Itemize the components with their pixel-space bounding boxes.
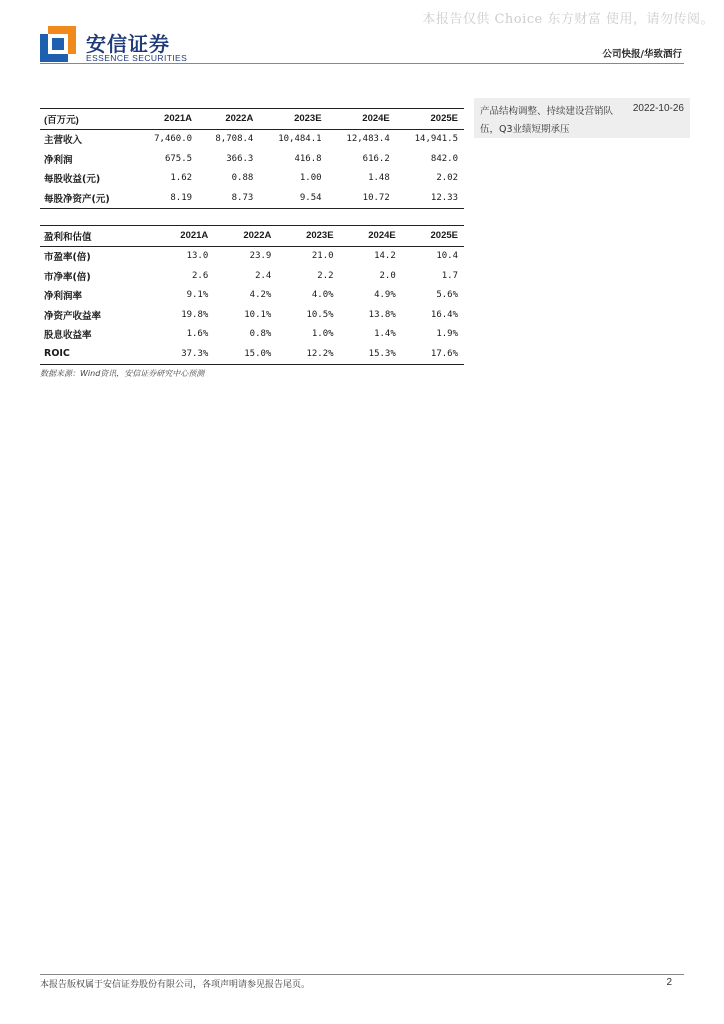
table-cell: 37.3% <box>181 348 209 359</box>
table-cell: 10.72 <box>362 192 390 203</box>
table-cell: 842.0 <box>430 153 458 164</box>
row-label: 净利润 <box>44 154 73 166</box>
table-cell: 1.62 <box>170 173 193 184</box>
company-logo <box>40 26 200 66</box>
table-header-row <box>40 109 464 130</box>
table-cell: 9.1% <box>186 290 209 301</box>
column-header: 2021A <box>180 230 209 242</box>
table-cell: 12.2% <box>306 348 334 359</box>
table-cell: 1.9% <box>436 329 458 340</box>
row-label: 每股收益(元) <box>44 174 101 186</box>
table-cell: 15.3% <box>368 348 396 359</box>
row-label: 每股净资产(元) <box>44 193 110 205</box>
logo-chinese-name: 安信证券 <box>86 32 170 56</box>
table-cell: 4.9% <box>374 290 396 301</box>
footer-disclaimer: 本报告版权属于安信证券股份有限公司，各项声明请参见报告尾页。 <box>40 980 311 990</box>
column-header: 2023E <box>294 113 322 125</box>
table-header-row <box>40 226 464 247</box>
table-cell: 5.6% <box>436 290 458 301</box>
row-label: 市净率(倍) <box>44 271 91 283</box>
table-row <box>40 129 464 149</box>
table-cell: 13.0 <box>186 251 209 262</box>
table-row <box>40 266 464 286</box>
table-cell: 2.2 <box>317 270 334 281</box>
table-cell: 4.0% <box>311 290 334 301</box>
report-title-box <box>474 98 690 138</box>
logo-english-name: ESSENCE SECURITIES <box>86 53 188 63</box>
table-cell: 10.1% <box>244 309 272 320</box>
footer-divider <box>40 974 684 975</box>
table-cell: 1.48 <box>368 173 390 184</box>
row-label: 净资产收益率 <box>44 310 102 322</box>
logo-mark-icon <box>40 26 76 62</box>
header-divider <box>40 63 684 64</box>
table-cell: 675.5 <box>164 153 193 164</box>
table-cell: 416.8 <box>294 153 322 164</box>
column-header: 2021A <box>164 113 193 125</box>
table-cell: 8.19 <box>170 192 193 203</box>
table-cell: 10.4 <box>436 251 458 262</box>
table-row <box>40 305 464 325</box>
table-row <box>40 188 464 208</box>
row-label: 股息收益率 <box>44 330 92 342</box>
table-cell: 1.7 <box>441 270 458 281</box>
table-cell: 8,708.4 <box>215 134 254 145</box>
table-cell: 2.6 <box>192 270 209 281</box>
column-header: 2023E <box>306 230 334 242</box>
table-cell: 616.2 <box>362 153 390 164</box>
table-cell: 12,483.4 <box>346 134 390 145</box>
table-row <box>40 169 464 189</box>
column-header: 2022A <box>225 113 254 125</box>
data-source-note: 数据来源：Wind资讯，安信证券研究中心预测 <box>40 369 205 378</box>
table-cell: 9.54 <box>299 192 322 203</box>
column-header: 2024E <box>368 230 396 242</box>
watermark: 本报告仅供 Choice 东方财富 使用，请勿传阅。 <box>422 12 714 27</box>
row-label: 市盈率(倍) <box>44 252 91 264</box>
table-row <box>40 246 464 266</box>
table-row <box>40 149 464 169</box>
column-header: 2025E <box>430 113 458 125</box>
table-cell: 14,941.5 <box>414 134 458 145</box>
column-header: 2025E <box>430 230 458 242</box>
column-header: (百万元) <box>44 114 79 126</box>
report-date: 2022-10-26 <box>632 103 684 114</box>
table-cell: 10.5% <box>306 309 334 320</box>
table-cell: 1.00 <box>299 173 322 184</box>
table-cell: 366.3 <box>226 153 254 164</box>
table-cell: 23.9 <box>249 251 272 262</box>
table-row <box>40 286 464 306</box>
table-cell: 12.33 <box>430 192 458 203</box>
column-header: 2024E <box>362 113 390 125</box>
table-cell: 0.8% <box>249 329 272 340</box>
row-label: 净利润率 <box>44 291 83 303</box>
table-cell: 7,460.0 <box>154 134 193 145</box>
column-header: 盈利和估值 <box>44 231 92 243</box>
table-cell: 19.8% <box>181 309 209 320</box>
table-cell: 0.88 <box>231 173 254 184</box>
table-cell: 4.2% <box>249 290 272 301</box>
report-category: 公司快报/华致酒行 <box>602 49 682 60</box>
row-label: 主营收入 <box>44 135 83 147</box>
table-cell: 17.6% <box>430 348 458 359</box>
table-cell: 2.0 <box>379 270 396 281</box>
valuation-table <box>40 225 464 365</box>
page-number: 2 <box>666 977 672 988</box>
table-cell: 21.0 <box>311 251 334 262</box>
financial-summary-table <box>40 108 464 209</box>
table-cell: 1.0% <box>311 329 334 340</box>
column-header: 2022A <box>243 230 272 242</box>
table-cell: 2.02 <box>436 173 458 184</box>
table-cell: 13.8% <box>368 309 396 320</box>
table-cell: 1.4% <box>374 329 396 340</box>
table-row <box>40 344 464 364</box>
table-cell: 1.6% <box>186 329 209 340</box>
report-title: 产品结构调整、持续建设营销队伍，Q3业绩短期承压 <box>480 106 614 135</box>
table-cell: 10,484.1 <box>278 134 322 145</box>
table-cell: 14.2 <box>374 251 396 262</box>
row-label: ROIC <box>44 348 70 360</box>
table-cell: 15.0% <box>244 348 272 359</box>
table-cell: 16.4% <box>430 309 458 320</box>
table-cell: 2.4 <box>255 270 272 281</box>
table-row <box>40 325 464 345</box>
table-cell: 8.73 <box>231 192 254 203</box>
